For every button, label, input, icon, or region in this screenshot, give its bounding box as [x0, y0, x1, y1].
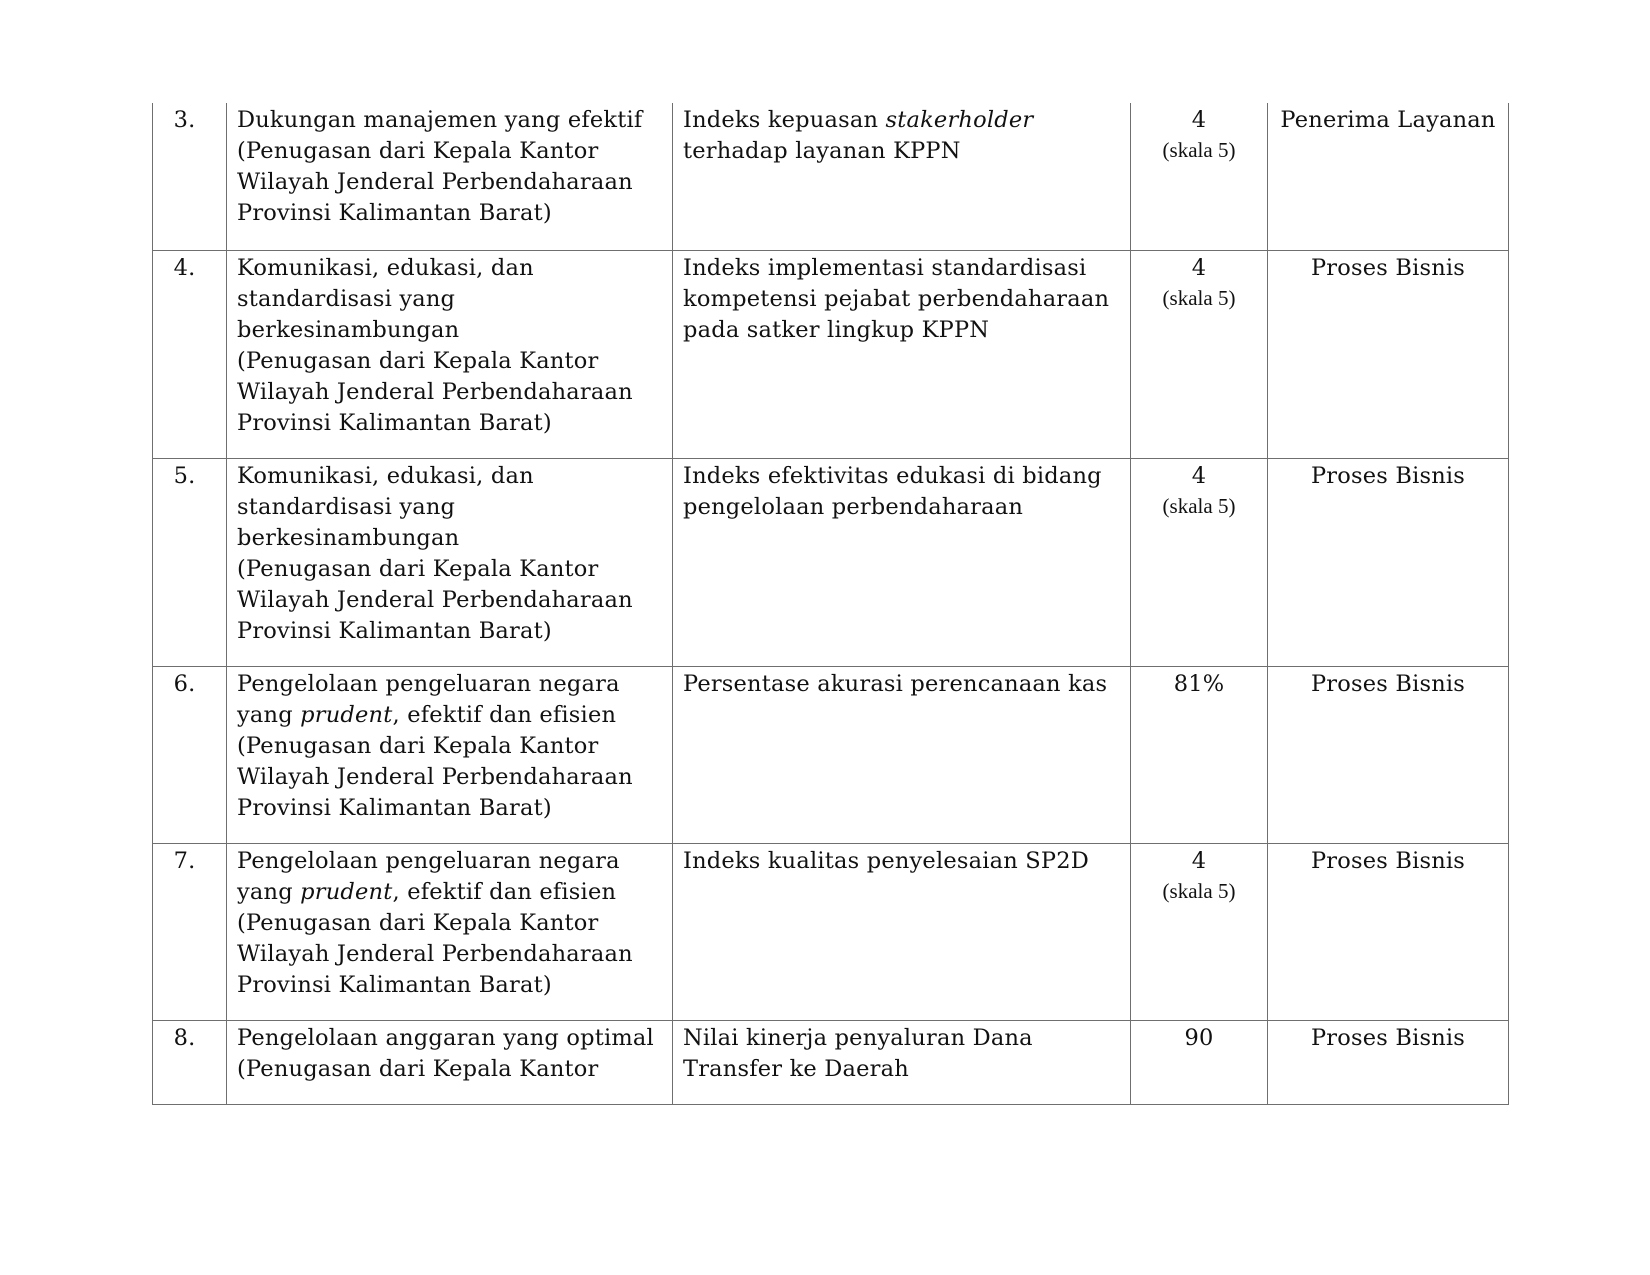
table-row: [153, 1020, 1509, 1104]
sasaran-line: [237, 700, 662, 731]
sasaran-line: Pengelolaan pengeluaran negara: [237, 847, 620, 874]
iku-line: Transfer ke Daerah: [683, 1055, 909, 1082]
perspektif-text: Proses Bisnis: [1310, 670, 1466, 697]
iku-cell: [673, 103, 1131, 250]
sasaran-line: Wilayah Jenderal Perbendaharaan: [237, 586, 633, 613]
sasaran-line: Komunikasi, edukasi, dan: [237, 254, 534, 281]
row-number-text: 7.: [173, 847, 196, 874]
target-scale: (skala 5): [1162, 138, 1236, 162]
row-number: [153, 1020, 227, 1104]
sasaran-text: yang: [237, 878, 301, 905]
sasaran-line: Wilayah Jenderal Perbendaharaan: [237, 169, 633, 195]
table-row: [153, 103, 1509, 250]
iku-text: Indeks kepuasan: [683, 107, 886, 133]
perspektif-text: Proses Bisnis: [1310, 1024, 1466, 1051]
sasaran-cell: [227, 843, 673, 1020]
iku-line: Indeks kualitas penyelesaian SP2D: [683, 847, 1089, 874]
iku-line: kompetensi pejabat perbendaharaan: [683, 285, 1110, 312]
target-value: 4: [1191, 462, 1207, 489]
target-value: 90: [1184, 1024, 1214, 1051]
perspektif-text: Proses Bisnis: [1310, 254, 1466, 281]
iku-cell: [673, 1020, 1131, 1104]
sasaran-line: Wilayah Jenderal Perbendaharaan: [237, 940, 633, 967]
sasaran-line: Provinsi Kalimantan Barat): [237, 971, 552, 998]
sasaran-text: , efektif dan efisien: [392, 701, 617, 728]
iku-line: [683, 105, 1120, 136]
iku-cell: [673, 458, 1131, 666]
sasaran-line: (Penugasan dari Kepala Kantor: [237, 555, 599, 582]
sasaran-line: (Penugasan dari Kepala Kantor: [237, 138, 599, 164]
sasaran-text: yang: [237, 701, 301, 728]
sasaran-line: Pengelolaan pengeluaran negara: [237, 670, 620, 697]
row-number: [153, 250, 227, 458]
sasaran-line: Provinsi Kalimantan Barat): [237, 617, 552, 644]
iku-line: Indeks implementasi standardisasi: [683, 254, 1087, 281]
target-value: 4: [1191, 107, 1207, 133]
sasaran-line: standardisasi yang: [237, 493, 456, 520]
table-row: [153, 843, 1509, 1020]
sasaran-line: Wilayah Jenderal Perbendaharaan: [237, 378, 633, 405]
target-cell: [1131, 458, 1268, 666]
target-cell: [1131, 843, 1268, 1020]
perspektif-cell: [1268, 843, 1509, 1020]
row-number-text: 6.: [173, 670, 196, 697]
iku-line: pada satker lingkup KPPN: [683, 316, 990, 343]
performance-indicator-table: [152, 103, 1509, 1105]
iku-cell: [673, 666, 1131, 843]
row-number-text: 4.: [173, 254, 196, 281]
table-row: [153, 458, 1509, 666]
target-value: 4: [1191, 847, 1207, 874]
target-cell: [1131, 103, 1268, 250]
iku-cell: [673, 843, 1131, 1020]
iku-italic-text: stakerholder: [885, 107, 1034, 133]
sasaran-line: Provinsi Kalimantan Barat): [237, 794, 552, 821]
row-number: [153, 458, 227, 666]
perspektif-text: Proses Bisnis: [1310, 847, 1466, 874]
sasaran-italic-text: prudent: [300, 701, 393, 728]
perspektif-cell: [1268, 250, 1509, 458]
sasaran-line: Pengelolaan anggaran yang optimal: [237, 1024, 654, 1051]
row-number: [153, 666, 227, 843]
target-scale: (skala 5): [1162, 878, 1236, 903]
target-scale: (skala 5): [1162, 285, 1236, 310]
iku-line: Nilai kinerja penyaluran Dana: [683, 1024, 1033, 1051]
sasaran-cell: [227, 103, 673, 250]
iku-line: pengelolaan perbendaharaan: [683, 493, 1024, 520]
sasaran-line: (Penugasan dari Kepala Kantor: [237, 347, 599, 374]
table-row: [153, 250, 1509, 458]
sasaran-line: Wilayah Jenderal Perbendaharaan: [237, 763, 633, 790]
iku-line: Indeks efektivitas edukasi di bidang: [683, 462, 1102, 489]
row-number: [153, 843, 227, 1020]
perspektif-cell: [1268, 458, 1509, 666]
target-scale: (skala 5): [1162, 493, 1236, 518]
target-cell: [1131, 250, 1268, 458]
sasaran-line: berkesinambungan: [237, 316, 460, 343]
row-number-text: 3.: [173, 107, 196, 133]
sasaran-line: Dukungan manajemen yang efektif: [237, 107, 643, 133]
sasaran-italic-text: prudent: [300, 878, 393, 905]
row-number-text: 8.: [173, 1024, 196, 1051]
iku-line: Persentase akurasi perencanaan kas: [683, 670, 1108, 697]
row-number-text: 5.: [173, 462, 196, 489]
target-value: 4: [1191, 254, 1207, 281]
sasaran-line: [237, 877, 662, 908]
iku-cell: [673, 250, 1131, 458]
sasaran-line: Komunikasi, edukasi, dan: [237, 462, 534, 489]
sasaran-line: standardisasi yang: [237, 285, 456, 312]
sasaran-cell: [227, 250, 673, 458]
sasaran-line: (Penugasan dari Kepala Kantor: [237, 732, 599, 759]
sasaran-cell: [227, 458, 673, 666]
target-cell: [1131, 1020, 1268, 1104]
perspektif-text: Penerima Layanan: [1280, 107, 1496, 133]
target-cell: [1131, 666, 1268, 843]
sasaran-line: (Penugasan dari Kepala Kantor: [237, 909, 599, 936]
perspektif-text: Proses Bisnis: [1310, 462, 1466, 489]
sasaran-text: , efektif dan efisien: [392, 878, 617, 905]
sasaran-line: Provinsi Kalimantan Barat): [237, 409, 552, 436]
iku-line: terhadap layanan KPPN: [683, 138, 961, 164]
table-row: [153, 666, 1509, 843]
target-value: 81%: [1173, 670, 1225, 697]
perspektif-cell: [1268, 103, 1509, 250]
sasaran-line: (Penugasan dari Kepala Kantor: [237, 1055, 599, 1082]
row-number: [153, 103, 227, 250]
sasaran-line: Provinsi Kalimantan Barat): [237, 200, 552, 226]
sasaran-line: berkesinambungan: [237, 524, 460, 551]
perspektif-cell: [1268, 1020, 1509, 1104]
perspektif-cell: [1268, 666, 1509, 843]
sasaran-cell: [227, 666, 673, 843]
sasaran-cell: [227, 1020, 673, 1104]
